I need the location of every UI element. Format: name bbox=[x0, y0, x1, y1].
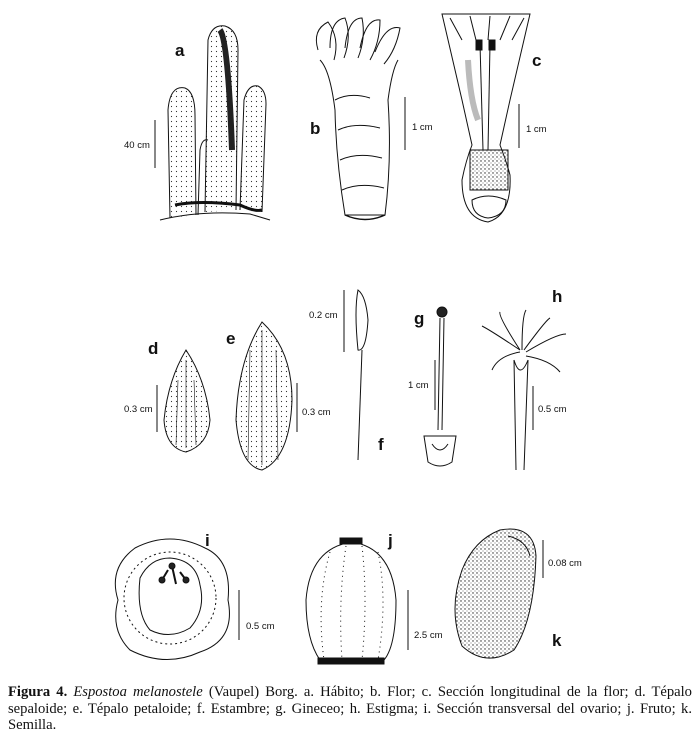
scale-label-i: 0.5 cm bbox=[246, 621, 275, 632]
scale-label-e: 0.3 cm bbox=[302, 407, 331, 418]
scale-bar-i bbox=[239, 590, 275, 640]
drawing-b-flower bbox=[316, 18, 400, 220]
scale-bar-d bbox=[124, 385, 157, 432]
panel-label-c: c bbox=[532, 51, 542, 70]
drawing-f-stamen bbox=[344, 290, 368, 460]
scale-bar-h bbox=[533, 386, 567, 430]
panel-label-k: k bbox=[552, 631, 562, 650]
drawing-e-tepal bbox=[236, 322, 292, 470]
scale-label-h: 0.5 cm bbox=[538, 404, 567, 415]
drawing-g-gynoecium bbox=[424, 307, 456, 466]
scale-label-c: 1 cm bbox=[526, 124, 547, 135]
panel-label-b: b bbox=[310, 119, 321, 138]
scale-label-k: 0.08 cm bbox=[548, 558, 582, 569]
scale-bar-b bbox=[405, 97, 433, 150]
panel-label-h: h bbox=[552, 287, 563, 306]
panel-label-e: e bbox=[226, 329, 236, 348]
drawing-k-seed bbox=[455, 529, 536, 658]
scale-bar-c bbox=[519, 104, 547, 148]
drawing-h-stigma bbox=[482, 310, 566, 470]
drawing-c-section bbox=[442, 14, 530, 222]
caption-species: Espostoa melanostele bbox=[73, 684, 203, 700]
panel-label-i: i bbox=[205, 531, 210, 550]
panel-label-j: j bbox=[388, 531, 393, 550]
caption-label: Figura 4. bbox=[8, 684, 68, 700]
drawing-d-tepal bbox=[164, 350, 210, 452]
scale-label-j: 2.5 cm bbox=[414, 630, 443, 641]
panel-label-a: a bbox=[175, 41, 185, 60]
panel-label-g: g bbox=[414, 309, 425, 328]
scale-label-f: 0.2 cm bbox=[309, 310, 338, 321]
panel-label-f: f bbox=[378, 435, 384, 454]
figure-caption bbox=[8, 684, 692, 734]
caption-text: (Vaupel) Borg. a. Hábito; b. Flor; c. Sección longitudinal de la flor; d. Tépalo sepaloide; e. Tépalo petaloide; f. Estambre; g. Gineceo; h. Estigma; i. Sección transversal del ovario; j. Fruto; k. Semilla. bbox=[8, 684, 692, 733]
scale-label-d: 0.3 cm bbox=[124, 404, 153, 415]
drawing-i-cross-section bbox=[115, 539, 229, 660]
scale-bar-g bbox=[408, 360, 435, 410]
scale-label-b: 1 cm bbox=[412, 122, 433, 133]
scale-label-a: 40 cm bbox=[124, 140, 150, 151]
drawing-j-fruit bbox=[306, 538, 396, 664]
scale-bar-e bbox=[297, 383, 331, 432]
scale-label-g: 1 cm bbox=[408, 380, 429, 391]
scale-bar-a bbox=[124, 120, 155, 168]
panel-label-d: d bbox=[148, 339, 159, 358]
scale-bar-k bbox=[543, 540, 582, 578]
scale-bar-j bbox=[408, 590, 443, 650]
